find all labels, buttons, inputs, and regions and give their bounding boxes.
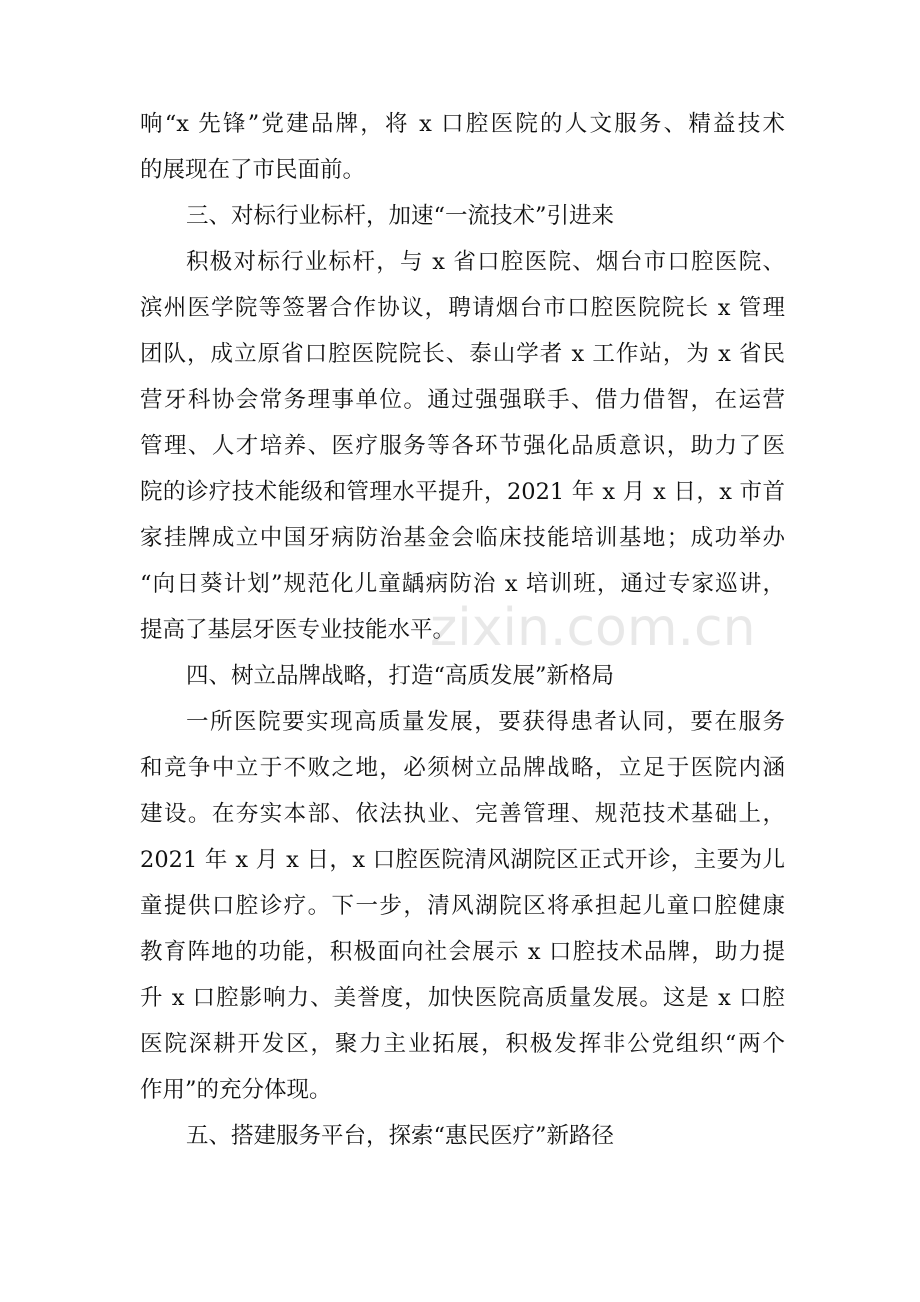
body-text-line: 积极对标行业标杆，与 x 省口腔医院、烟台市口腔医院、 <box>186 249 785 275</box>
watermark-text: zixin.com.cn <box>430 598 756 658</box>
body-text-line: 作用”的充分体现。 <box>140 1077 332 1103</box>
body-text-line: 院的诊疗技术能级和管理水平提升，2021 年 x 月 x 日，x 市首 <box>140 479 785 505</box>
body-text-line: 响“x 先锋”党建品牌，将 x 口腔医院的人文服务、精益技术 <box>140 111 785 137</box>
body-text-line: 教育阵地的功能，积极面向社会展示 x 口腔技术品牌，助力提 <box>140 939 785 965</box>
body-text-line: 建设。在夯实本部、依法执业、完善管理、规范技术基础上， <box>140 801 785 827</box>
body-text-line: 童提供口腔诊疗。下一步，清风湖院区将承担起儿童口腔健康 <box>140 893 785 919</box>
body-text-line: 和竞争中立于不败之地，必须树立品牌战略，立足于医院内涵 <box>140 755 785 781</box>
body-text-line: 提高了基层牙医专业技能水平。 <box>140 617 456 643</box>
section-heading-5: 五、搭建服务平台，探索“惠民医疗”新路径 <box>186 1123 615 1149</box>
section-heading-4: 四、树立品牌战略，打造“高质发展”新格局 <box>186 663 615 689</box>
section-heading-3: 三、对标行业标杆，加速“一流技术”引进来 <box>186 203 615 229</box>
body-text-line: 团队，成立原省口腔医院院长、泰山学者 x 工作站，为 x 省民 <box>140 341 785 367</box>
body-text-line: 管理、人才培养、医疗服务等各环节强化品质意识，助力了医 <box>140 433 785 459</box>
body-text-line: 升 x 口腔影响力、美誉度，加快医院高质量发展。这是 x 口腔 <box>140 985 785 1011</box>
body-text-line: 营牙科协会常务理事单位。通过强强联手、借力借智，在运营 <box>140 387 785 413</box>
body-text-line: 滨州医学院等签署合作协议，聘请烟台市口腔医院院长 x 管理 <box>140 295 785 321</box>
body-text-line: 的展现在了市民面前。 <box>140 157 366 183</box>
body-text-line: 医院深耕开发区，聚力主业拓展，积极发挥非公党组织“两个 <box>140 1031 785 1057</box>
body-text-line: 家挂牌成立中国牙病防治基金会临床技能培训基地；成功举办 <box>140 525 785 551</box>
body-text-line: 一所医院要实现高质量发展，要获得患者认同，要在服务 <box>186 709 785 735</box>
body-text-line: “向日葵计划”规范化儿童龋病防治 x 培训班，通过专家巡讲， <box>140 571 785 597</box>
body-text-line: 2021 年 x 月 x 日，x 口腔医院清风湖院区正式开诊，主要为儿 <box>140 847 785 873</box>
